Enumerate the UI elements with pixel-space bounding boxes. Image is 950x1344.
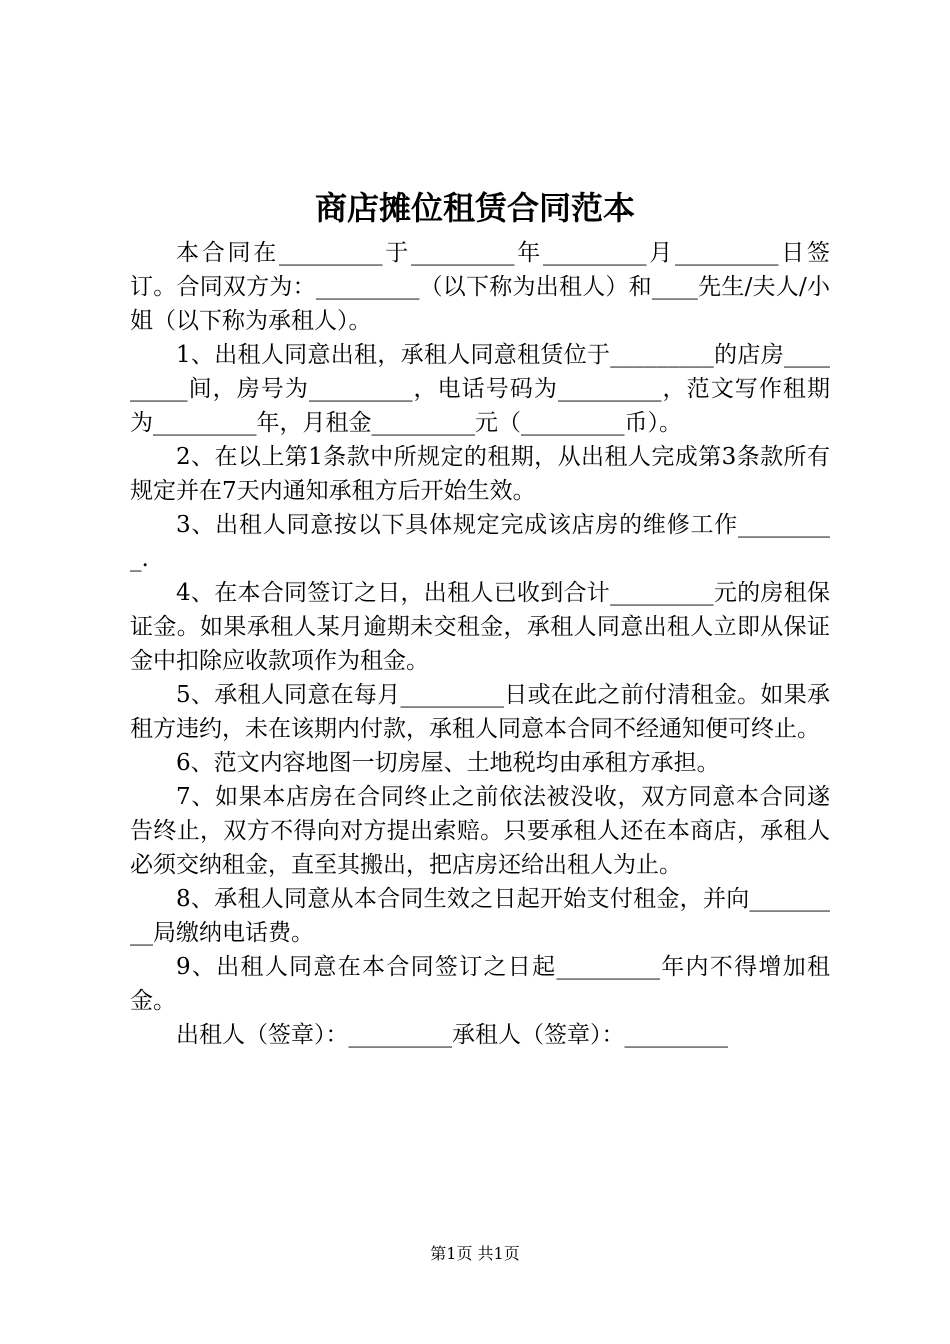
paragraph-clause-9: 9、出租人同意在本合同签订之日起_________年内不得增加租金。 (130, 954, 830, 1014)
paragraph-clause-8: 8、承租人同意从本合同生效之日起开始支付租金，并向_________局缴纳电话费。 (130, 886, 830, 946)
document-body (130, 236, 830, 1052)
paragraph-preamble: 本合同在_________于_________年_________月_________日签订。合同双方为：_________（以下称为出租人）和____先生/夫人/小姐（以下称为承租人）。 (130, 240, 830, 334)
paragraph-clause-2: 2、在以上第1条款中所规定的租期，从出租人完成第3条款所有规定并在7天内通知承租方后开始生效。 (130, 444, 830, 504)
paragraph-clause-7: 7、如果本店房在合同终止之前依法被没收，双方同意本合同遂告终止，双方不得向对方提出索赔。只要承租人还在本商店，承租人必须交纳租金，直至其搬出，把店房还给出租人为止。 (130, 784, 830, 878)
paragraph-clause-5: 5、承租人同意在每月_________日或在此之前付清租金。如果承租方违约，未在该期内付款，承租人同意本合同不经通知便可终止。 (130, 682, 830, 742)
paragraph-clause-6: 6、范文内容地图一切房屋、土地税均由承租方承担。 (176, 750, 720, 776)
paragraph-clause-1: 1、出租人同意出租，承租人同意租赁位于_________的店房_________间，房号为_________，电话号码为_________，范文写作租期为_________年，月租金_________元（_________币）。 (130, 342, 830, 436)
document-title: 商店摊位租赁合同范本 (314, 189, 635, 227)
page-footer: 第1页 共1页 (430, 1244, 520, 1263)
signature-line: 出租人（签章）：_________承租人（签章）：_________ (176, 1022, 728, 1048)
paragraph-clause-4: 4、在本合同签订之日，出租人已收到合计_________元的房租保证金。如果承租人某月逾期未交租金，承租人同意出租人立即从保证金中扣除应收款项作为租金。 (130, 580, 830, 674)
paragraph-clause-3: 3、出租人同意按以下具体规定完成该店房的维修工作_________. (130, 512, 830, 572)
